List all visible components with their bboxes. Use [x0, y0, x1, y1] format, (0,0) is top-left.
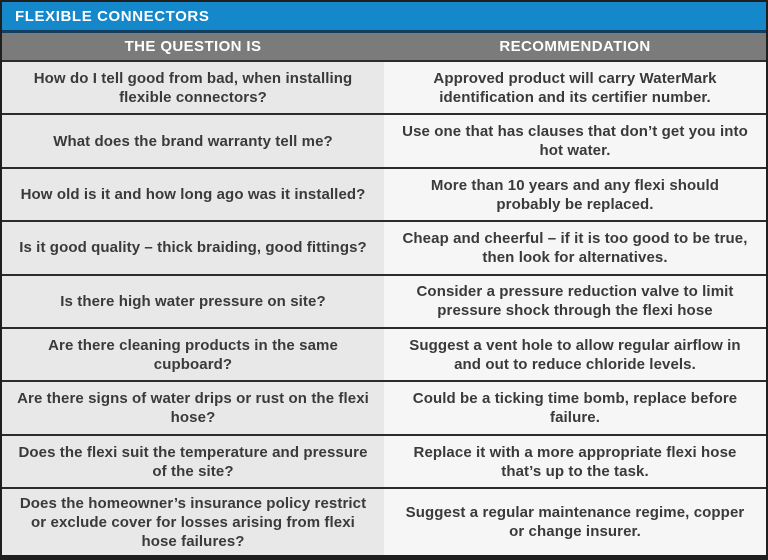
- recommendation-cell: Approved product will carry WaterMark identification and its certifier number.: [384, 62, 766, 113]
- table-title: FLEXIBLE CONNECTORS: [15, 7, 210, 25]
- recommendation-cell: Suggest a vent hole to allow regular airflow in and out to reduce chloride levels.: [384, 329, 766, 380]
- table-row: [2, 222, 766, 275]
- question-cell: Is it good quality – thick braiding, good fittings?: [2, 222, 384, 273]
- question-cell: How old is it and how long ago was it installed?: [2, 169, 384, 220]
- recommendation-cell: Suggest a regular maintenance regime, copper or change insurer.: [384, 489, 766, 555]
- table-row: [2, 169, 766, 222]
- recommendation-cell: Use one that has clauses that don’t get you into hot water.: [384, 115, 766, 166]
- question-cell: Are there cleaning products in the same cupboard?: [2, 329, 384, 380]
- table-row: [2, 62, 766, 115]
- question-cell: Are there signs of water drips or rust on the flexi hose?: [2, 382, 384, 433]
- recommendation-column-header: RECOMMENDATION: [499, 38, 651, 55]
- column-header-row: [2, 33, 766, 62]
- question-cell: What does the brand warranty tell me?: [2, 115, 384, 166]
- question-column-header: THE QUESTION IS: [124, 38, 262, 55]
- table-row: [2, 436, 766, 489]
- table-row: [2, 276, 766, 329]
- table-row: [2, 115, 766, 168]
- recommendation-cell: More than 10 years and any flexi should probably be replaced.: [384, 169, 766, 220]
- question-cell: Is there high water pressure on site?: [2, 276, 384, 327]
- table-body: [2, 62, 766, 555]
- table-title-bar: [2, 2, 766, 33]
- question-cell: How do I tell good from bad, when installing flexible connectors?: [2, 62, 384, 113]
- table-row: [2, 382, 766, 435]
- question-cell: Does the flexi suit the temperature and pressure of the site?: [2, 436, 384, 487]
- recommendation-cell: Replace it with a more appropriate flexi hose that’s up to the task.: [384, 436, 766, 487]
- recommendation-cell: Cheap and cheerful – if it is too good to be true, then look for alternatives.: [384, 222, 766, 273]
- question-cell: Does the homeowner’s insurance policy restrict or exclude cover for losses arising from flexi hose failures?: [2, 489, 384, 555]
- table-row: [2, 329, 766, 382]
- recommendation-cell: Could be a ticking time bomb, replace before failure.: [384, 382, 766, 433]
- table-row: [2, 489, 766, 555]
- recommendation-cell: Consider a pressure reduction valve to limit pressure shock through the flexi hose: [384, 276, 766, 327]
